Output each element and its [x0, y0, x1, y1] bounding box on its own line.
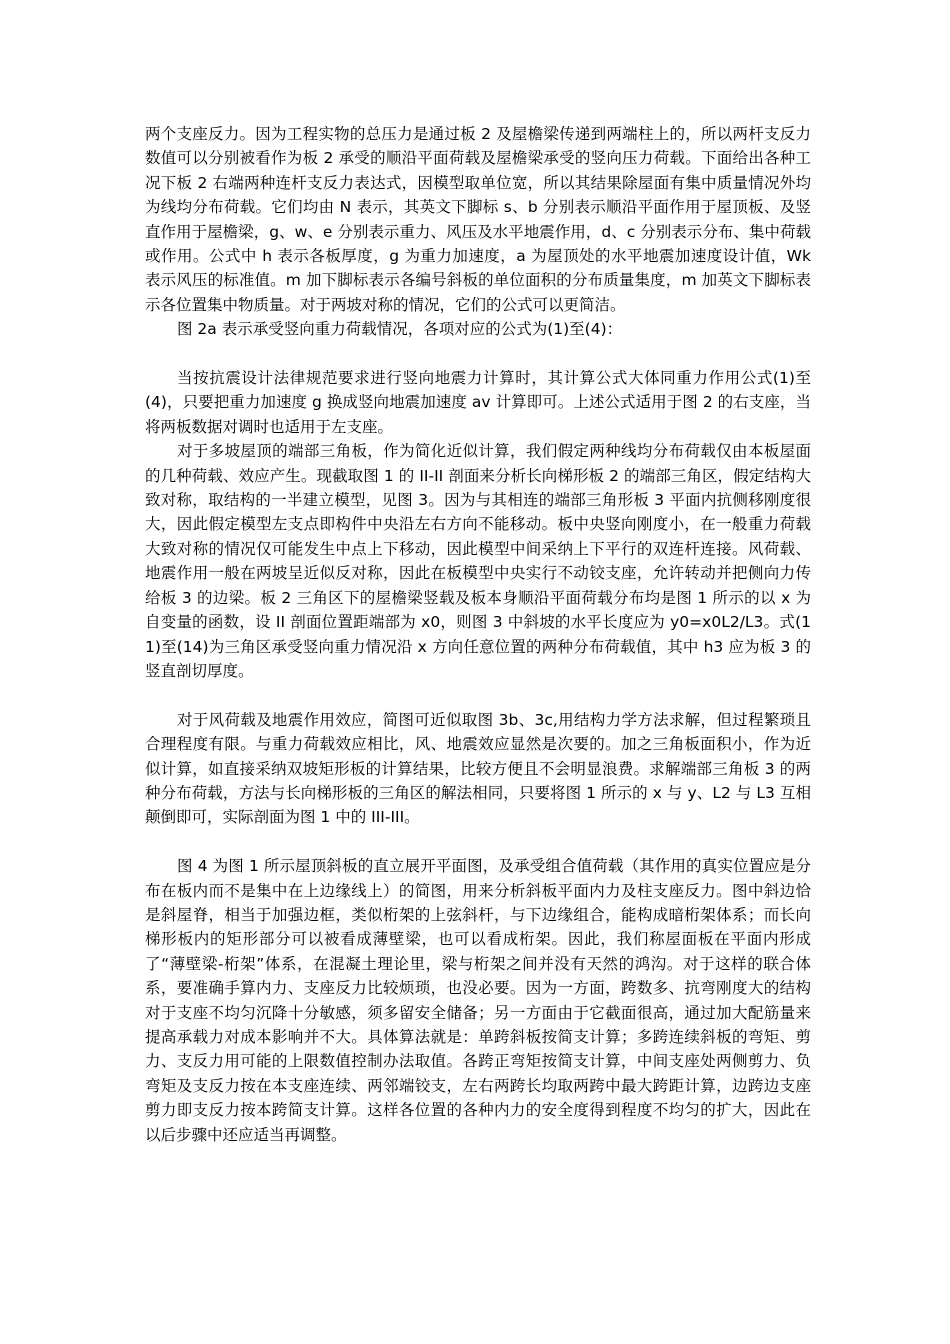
paragraph-figure-2a-intro: 图 2a 表示承受竖向重力荷载情况，各项对应的公式为(1)至(4)： — [177, 320, 623, 339]
formula-gap — [145, 683, 811, 707]
paragraph-figure-4-analysis: 图 4 为图 1 所示屋顶斜板的直立展开平面图，及承受组合值荷载（其作用的真实位置应是分布在板内而不是集中在上边缘线上）的简图，用来分析斜板平面内力及柱支座反力。图中斜边恰是斜屋脊，相当于加强边框，类似桁架的上弦斜杆，与下边缘组合，能构成暗桁架体系；而长向梯形板内的矩形部分可以被看成薄壁梁，也可以看成桁架。因此，我们称屋面板在平面内形成了“薄壁梁-桁架”体系，在混凝土理论里，梁与桁架之间并没有天然的鸿沟。对于这样的联合体系，要准确手算内力、支座反力比较烦琐，也没必要。因为一方面，跨数多、抗弯刚度大的结构对于支座不均匀沉降十分敏感，须多留安全储备；另一方面由于它截面很高，通过加大配筋量来提高承载力对成本影响并不大。具体算法就是：单跨斜板按简支计算；多跨连续斜板的弯矩、剪力、支反力用可能的上限数值控制办法取值。各跨正弯矩按简支计算，中间支座处两侧剪力、负弯矩及支反力按在本支座连续、两邻端铰支，左右两跨长均取两跨中最大跨距计算，边跨边支座剪力即支反力按本跨简支计算。这样各位置的各种内力的安全度得到程度不均匀的扩大，因此在以后步骤中还应适当再调整。 — [145, 857, 811, 1144]
paragraph-vertical-seismic: 当按抗震设计法律规范要求进行竖向地震力计算时，其计算公式大体同重力作用公式(1)至(4)，只要把重力加速度 g 换成竖向地震加速度 av 计算即可。上述公式适用于图 2 的右支座，当将两板数据对调时也适用于左支座。 — [145, 369, 811, 436]
paragraph-end-triangle-plate: 对于多坡屋顶的端部三角板，作为简化近似计算，我们假定两种线均分布荷载仅由本板屋面的几种荷载、效应产生。现截取图 1 的 II-II 剖面来分析长向梯形板 2 的端部三角区，假定结构大致对称，取结构的一半建立模型，见图 3。因为与其相连的端部三角形板 3 平面内抗侧移刚度很大，因此假定模型左支点即构件中央沿左右方向不能移动。板中央竖向刚度小，在一般重力荷载大致对称的情况仅可能发生中点上下移动，因此模型中间采纳上下平行的双连杆连接。风荷载、地震作用一般在两坡呈近似反对称，因此在板模型中央实行不动铰支座，允许转动并把侧向力传给板 3 的边梁。板 2 三角区下的屋檐梁竖载及板本身顺沿平面荷载分布均是图 1 所示的以 x 为自变量的函数，设 II 剖面位置距端部为 x0，则图 3 中斜坡的水平长度应为 y0=x0L2/L3。式(11)至(14)为三角区承受竖向重力情况沿 x 方向任意位置的两种分布荷载值，其中 h3 应为板 3 的竖直剖切厚度。 — [145, 442, 811, 680]
document-page — [145, 122, 811, 1147]
paragraph-gap — [145, 830, 811, 854]
formula-gap — [145, 342, 811, 366]
paragraph-support-reactions: 两个支座反力。因为工程实物的总压力是通过板 2 及屋檐梁传递到两端柱上的，所以两杆支反力数值可以分别被看作为板 2 承受的顺沿平面荷载及屋檐梁承受的竖向压力荷载。下面给出各种工况下板 2 右端两种连杆支反力表达式，因模型取单位宽，所以其结果除屋面有集中质量情况外均为线均分布荷载。它们均由 N 表示，其英文下脚标 s、b 分别表示顺沿平面作用于屋顶板、及竖直作用于屋檐梁，g、w、e 分别表示重力、风压及水平地震作用，d、c 分别表示分布、集中荷载或作用。公式中 h 表示各板厚度，g 为重力加速度，a 为屋顶处的水平地震加速度设计值，Wk 表示风压的标准值。m 加下脚标表示各编号斜板的单位面积的分布质量集度，m 加英文下脚标表示各位置集中物质量。对于两坡对称的情况，它们的公式可以更简洁。 — [145, 125, 811, 314]
paragraph-wind-seismic-effects: 对于风荷载及地震作用效应，简图可近似取图 3b、3c,用结构力学方法求解，但过程繁琐且合理程度有限。与重力荷载效应相比，风、地震效应显然是次要的。加之三角板面积小，作为近似计算，如直接采纳双坡矩形板的计算结果，比较方便且不会明显浪费。求解端部三角板 3 的两种分布荷载，方法与长向梯形板的三角区的解法相同，只要将图 1 所示的 x 与 y、L2 与 L3 互相颠倒即可，实际剖面为图 1 中的 III-III。 — [145, 710, 811, 827]
